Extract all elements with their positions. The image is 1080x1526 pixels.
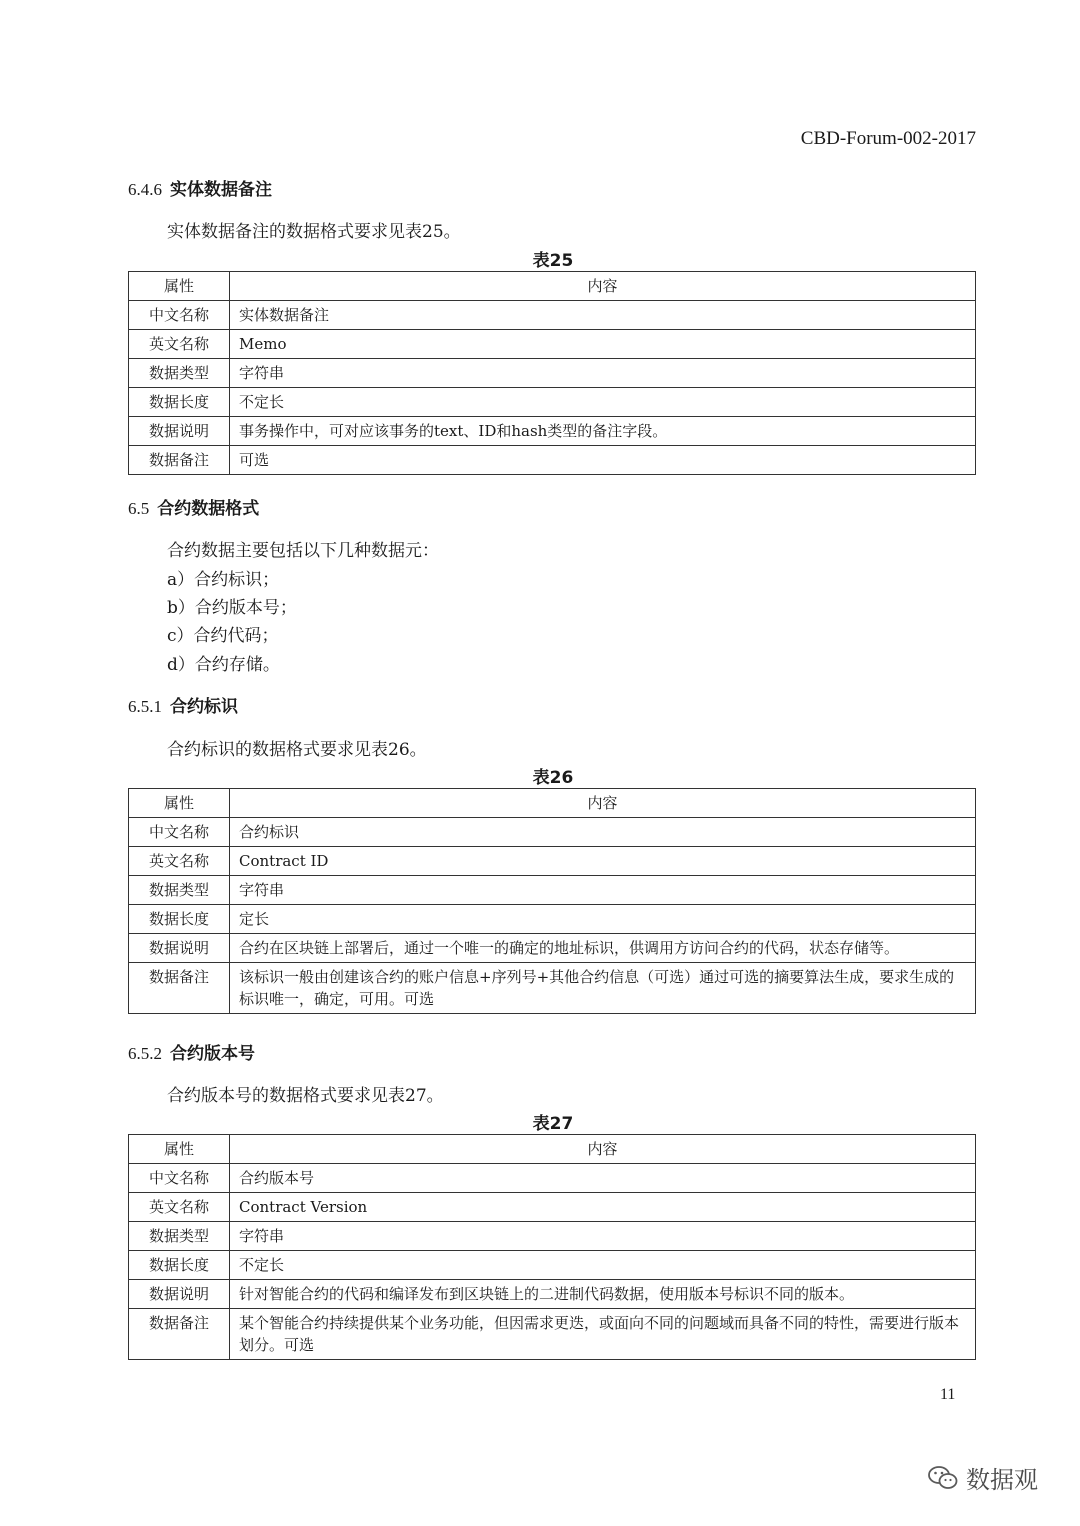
attr-cell: 数据说明 bbox=[129, 1280, 230, 1309]
section-heading-6-5-1 bbox=[128, 692, 238, 717]
attr-cell: 数据说明 bbox=[129, 934, 230, 963]
table-row bbox=[129, 934, 976, 963]
section-heading-6-5-2 bbox=[128, 1039, 255, 1064]
section-title: 合约版本号 bbox=[170, 1044, 255, 1064]
list-item: c）合约代码； bbox=[167, 626, 279, 646]
attr-cell: 数据长度 bbox=[129, 905, 230, 934]
attr-cell: 数据类型 bbox=[129, 876, 230, 905]
table-caption: 表26 bbox=[532, 768, 574, 788]
table-row bbox=[129, 818, 976, 847]
section-title: 合约标识 bbox=[170, 697, 238, 717]
value-cell: 不定长 bbox=[230, 1251, 976, 1280]
table-row bbox=[129, 301, 976, 330]
table-row bbox=[129, 1280, 976, 1309]
table-row bbox=[129, 876, 976, 905]
section-number: 6.5.2 bbox=[128, 1044, 162, 1063]
section-number: 6.4.6 bbox=[128, 180, 162, 199]
table-row bbox=[129, 388, 976, 417]
watermark bbox=[928, 1460, 1038, 1495]
table-row bbox=[129, 1164, 976, 1193]
table-row bbox=[129, 330, 976, 359]
attr-cell: 中文名称 bbox=[129, 301, 230, 330]
section-title: 实体数据备注 bbox=[170, 180, 272, 200]
table-25 bbox=[128, 271, 976, 475]
attr-cell: 英文名称 bbox=[129, 330, 230, 359]
value-cell: 针对智能合约的代码和编译发布到区块链上的二进制代码数据，使用版本号标识不同的版本。 bbox=[230, 1280, 976, 1309]
attr-cell: 数据长度 bbox=[129, 388, 230, 417]
value-cell: Contract Version bbox=[230, 1193, 976, 1222]
value-cell: 不定长 bbox=[230, 388, 976, 417]
table-caption: 表27 bbox=[532, 1114, 574, 1134]
list-item: a）合约标识； bbox=[167, 570, 280, 590]
table-row bbox=[129, 359, 976, 388]
page-number: 11 bbox=[940, 1386, 956, 1403]
value-cell: 事务操作中，可对应该事务的text、ID和hash类型的备注字段。 bbox=[230, 417, 976, 446]
attr-cell: 数据备注 bbox=[129, 963, 230, 1014]
attr-cell: 数据备注 bbox=[129, 1309, 230, 1360]
section-heading-6-4-6 bbox=[128, 175, 272, 200]
value-cell: 定长 bbox=[230, 905, 976, 934]
section-intro: 实体数据备注的数据格式要求见表25。 bbox=[167, 222, 461, 242]
table-row bbox=[129, 1222, 976, 1251]
header-cell: 属性 bbox=[129, 789, 230, 818]
value-cell: 某个智能合约持续提供某个业务功能，但因需求更迭，或面向不同的问题域而具备不同的特性，需要进行版本划分。可选 bbox=[230, 1309, 976, 1360]
attr-cell: 数据类型 bbox=[129, 1222, 230, 1251]
table-header-row bbox=[129, 789, 976, 818]
table-26 bbox=[128, 788, 976, 1014]
attr-cell: 中文名称 bbox=[129, 1164, 230, 1193]
value-cell: 可选 bbox=[230, 446, 976, 475]
attr-cell: 英文名称 bbox=[129, 847, 230, 876]
attr-cell: 数据备注 bbox=[129, 446, 230, 475]
list-item: d）合约存储。 bbox=[167, 655, 280, 675]
header-cell: 内容 bbox=[230, 272, 976, 301]
section-intro: 合约数据主要包括以下几种数据元： bbox=[167, 541, 439, 561]
table-header-row bbox=[129, 1135, 976, 1164]
table-27 bbox=[128, 1134, 976, 1360]
attr-cell: 中文名称 bbox=[129, 818, 230, 847]
table-row bbox=[129, 847, 976, 876]
section-heading-6-5 bbox=[128, 494, 259, 519]
table-row bbox=[129, 1251, 976, 1280]
value-cell: Contract ID bbox=[230, 847, 976, 876]
value-cell: 该标识一般由创建该合约的账户信息+序列号+其他合约信息（可选）通过可选的摘要算法生成，要求生成的标识唯一，确定，可用。可选 bbox=[230, 963, 976, 1014]
header-cell: 属性 bbox=[129, 272, 230, 301]
section-number: 6.5 bbox=[128, 499, 150, 518]
table-row bbox=[129, 446, 976, 475]
table-caption: 表25 bbox=[532, 251, 574, 271]
value-cell: 字符串 bbox=[230, 359, 976, 388]
attr-cell: 英文名称 bbox=[129, 1193, 230, 1222]
value-cell: 实体数据备注 bbox=[230, 301, 976, 330]
wechat-icon bbox=[928, 1465, 958, 1491]
document-id: CBD-Forum-002-2017 bbox=[800, 128, 976, 149]
table-row bbox=[129, 417, 976, 446]
value-cell: 字符串 bbox=[230, 876, 976, 905]
watermark-text: 数据观 bbox=[966, 1466, 1038, 1494]
value-cell: 合约版本号 bbox=[230, 1164, 976, 1193]
header-cell: 内容 bbox=[230, 789, 976, 818]
attr-cell: 数据说明 bbox=[129, 417, 230, 446]
section-intro: 合约版本号的数据格式要求见表27。 bbox=[167, 1086, 444, 1106]
table-row bbox=[129, 963, 976, 1014]
table-row bbox=[129, 1193, 976, 1222]
section-title: 合约数据格式 bbox=[157, 499, 260, 519]
list-item: b）合约版本号； bbox=[167, 598, 297, 618]
header-cell: 属性 bbox=[129, 1135, 230, 1164]
table-header-row bbox=[129, 272, 976, 301]
table-row bbox=[129, 1309, 976, 1360]
table-row bbox=[129, 905, 976, 934]
attr-cell: 数据类型 bbox=[129, 359, 230, 388]
value-cell: 合约在区块链上部署后，通过一个唯一的确定的地址标识，供调用方访问合约的代码，状态存储等。 bbox=[230, 934, 976, 963]
value-cell: 合约标识 bbox=[230, 818, 976, 847]
header-cell: 内容 bbox=[230, 1135, 976, 1164]
value-cell: Memo bbox=[230, 330, 976, 359]
section-intro: 合约标识的数据格式要求见表26。 bbox=[167, 740, 427, 760]
section-number: 6.5.1 bbox=[128, 697, 162, 716]
value-cell: 字符串 bbox=[230, 1222, 976, 1251]
attr-cell: 数据长度 bbox=[129, 1251, 230, 1280]
